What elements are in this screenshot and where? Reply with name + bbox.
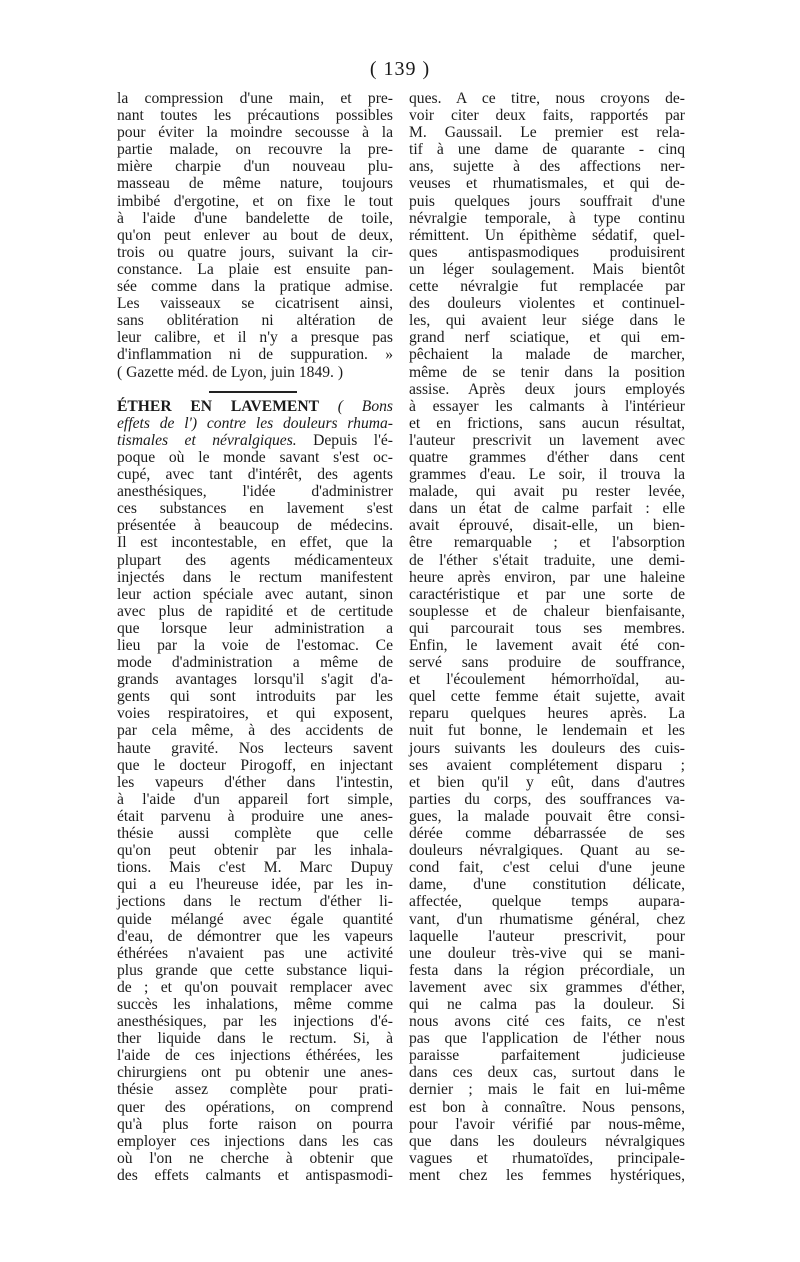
text-line: gents qui sont introduits par les bbox=[117, 688, 393, 706]
text-line: avec plus de rapidité et de certitude bbox=[117, 602, 393, 620]
text-line: grammes d'eau. Le soir, il trouva la bbox=[409, 466, 685, 484]
text-line: pas que l'application de l'éther nous bbox=[409, 1030, 685, 1048]
page-number: ( 139 ) bbox=[369, 58, 431, 80]
text-line: haute gravité. Nos lecteurs savent bbox=[117, 739, 393, 757]
text-line: souplesse et de chaleur bienfaisante, bbox=[409, 602, 685, 620]
text-line: les vapeurs d'éther dans l'intestin, bbox=[117, 773, 393, 791]
text-line: jours suivants les douleurs des cuis- bbox=[409, 739, 685, 757]
text-line: veuses et rhumatismales, et qui de- bbox=[409, 175, 685, 193]
text-line: nous avons cité ces faits, ce n'est bbox=[409, 1013, 685, 1031]
text-line: et en frictions, sans aucun résultat, bbox=[409, 414, 685, 432]
left-column bbox=[117, 90, 393, 1184]
text-line: que lorsque leur administration a bbox=[117, 619, 393, 637]
text-line: puis quelques jours souffrait d'une bbox=[409, 192, 685, 210]
text-line: avait éprouvé, disait-elle, un bien- bbox=[409, 517, 685, 535]
text-line: pêchaient la malade de marcher, bbox=[409, 346, 685, 364]
text-line: imbibé d'ergotine, et on fixe le tout bbox=[117, 192, 393, 210]
text-line: ( Gazette méd. de Lyon, juin 1849. ) bbox=[117, 363, 344, 381]
text-line: plupart des agents médicamenteux bbox=[117, 551, 393, 569]
text-line: mode d'administration a même de bbox=[117, 654, 393, 672]
text-line: d'eau, de démontrer que les vapeurs bbox=[117, 927, 393, 945]
text-line: tif à une dame de quarante - cinq bbox=[409, 141, 685, 159]
text-line: qui a eu l'heureuse idée, par les in- bbox=[117, 876, 393, 894]
text-line: thésie assez complète pour prati- bbox=[117, 1081, 393, 1099]
section-heading-tail: Depuis l'é- bbox=[296, 431, 393, 449]
text-line: anesthésiques, par les injections d'é- bbox=[117, 1013, 393, 1031]
text-line: est bon à connaître. Nous pensons, bbox=[409, 1098, 685, 1116]
text-line: masseau de même nature, toujours bbox=[117, 175, 393, 193]
text-line: lieu par la voie de l'estomac. Ce bbox=[117, 637, 393, 654]
text-line: quide mélangé avec égale quantité bbox=[117, 910, 393, 928]
text-line: une douleur très-vive qui se mani- bbox=[409, 944, 685, 962]
text-line: où l'on ne cherche à obtenir que bbox=[117, 1149, 393, 1167]
text-line: ans, sujette à des affections ner- bbox=[409, 158, 685, 176]
left-column-paragraph-1 bbox=[117, 90, 393, 381]
text-line: ces substances en lavement s'est bbox=[117, 500, 393, 518]
text-line: Enfin, le lavement avait été con- bbox=[409, 637, 685, 654]
section-heading-ital: tismales et névralgiques. bbox=[117, 431, 297, 449]
text-line: Les vaisseaux se cicatrisent ainsi, bbox=[117, 295, 393, 313]
text-line: assise. Après deux jours employés bbox=[409, 380, 685, 398]
text-line: grands avantages lorsqu'il s'agit d'a- bbox=[117, 671, 393, 689]
text-line: constance. La plaie est ensuite pan- bbox=[117, 260, 393, 278]
text-line: et bien qu'il y eût, dans d'autres bbox=[409, 773, 685, 791]
section-separator bbox=[117, 381, 393, 398]
text-line: cette névralgie fut remplacée par bbox=[409, 278, 685, 296]
text-line: dans un état de calme parfait : elle bbox=[409, 500, 685, 518]
text-line: jections dans le rectum d'éther li- bbox=[117, 893, 393, 911]
text-line: par cela même, à des accidents de bbox=[117, 722, 393, 740]
left-column-paragraph-2 bbox=[117, 449, 393, 1184]
text-line: douleurs névralgiques. Quant au se- bbox=[409, 842, 685, 860]
text-line: Il est incontestable, en effet, que la bbox=[117, 534, 393, 552]
text-line: qu'à plus forte raison on pourra bbox=[117, 1115, 393, 1133]
text-line: dans ces deux cas, surtout dans le bbox=[409, 1064, 685, 1082]
text-line: névralgie temporale, à type continu bbox=[409, 209, 685, 227]
text-line: et l'écoulement hémorrhoïdal, au- bbox=[409, 671, 685, 689]
text-line: vant, d'un rhumatisme général, chez bbox=[409, 910, 685, 928]
text-line: était parvenu à produire une anes- bbox=[117, 807, 393, 825]
text-line: être remarquable ; et l'absorption bbox=[409, 534, 685, 552]
text-line: tions. Mais c'est M. Marc Dupuy bbox=[117, 859, 393, 877]
text-line: à l'aide d'un appareil fort simple, bbox=[117, 790, 393, 808]
text-line: qui parcourait tous ses membres. bbox=[409, 619, 685, 637]
text-line: anesthésiques, l'idée d'administrer bbox=[117, 483, 393, 501]
text-line: qu'on peut enlever au bout de deux, bbox=[117, 226, 393, 244]
text-line: quer des opérations, on comprend bbox=[117, 1098, 393, 1116]
text-line: leur action spéciale avec autant, sinon bbox=[117, 585, 393, 603]
text-line: l'auteur prescrivit un lavement avec bbox=[409, 431, 685, 449]
text-line: l'aide de ces injections éthérées, les bbox=[117, 1047, 393, 1065]
text-line: grand nerf sciatique, et qui em- bbox=[409, 329, 685, 347]
text-line: paraisse parfaitement judicieuse bbox=[409, 1047, 685, 1065]
text-line: dame, d'une constitution délicate, bbox=[409, 876, 685, 894]
text-line: dernier ; mais le fait en lui-même bbox=[409, 1081, 685, 1099]
text-line: succès les inhalations, même comme bbox=[117, 995, 393, 1013]
text-line: M. Gaussail. Le premier est rela- bbox=[409, 124, 685, 142]
text-line: présentée à beaucoup de médecins. bbox=[117, 517, 393, 535]
text-line: éthérées n'avaient pas une activité bbox=[117, 944, 393, 962]
text-line: nant toutes les précautions possibles bbox=[117, 107, 393, 125]
text-line: de l'éther s'était traduite, une demi- bbox=[409, 551, 685, 569]
text-line: quatre grammes d'éther dans cent bbox=[409, 448, 685, 466]
section-heading-line-3 bbox=[117, 432, 393, 449]
section-heading-aside: ( Bons bbox=[318, 397, 393, 415]
section-heading-line-2: effets de l') contre les douleurs rhuma- bbox=[117, 414, 393, 432]
text-line: thésie aussi complète que celle bbox=[117, 825, 393, 843]
text-line: gues, la malade pouvait être consi- bbox=[409, 807, 685, 825]
text-line: des effets calmants et antispasmodi- bbox=[117, 1166, 393, 1184]
text-line: rémittent. Un épithème sédatif, quel- bbox=[409, 226, 685, 244]
text-line: qui ne calma pas la douleur. Si bbox=[409, 995, 685, 1013]
text-line: malade, qui avait pu rester levée, bbox=[409, 483, 685, 501]
text-line: poque où le monde savant s'est oc- bbox=[117, 448, 393, 466]
text-line: lavement avec six grammes d'éther, bbox=[409, 978, 685, 996]
text-line: ques. A ce titre, nous croyons de- bbox=[409, 90, 685, 107]
text-line: festa dans la région précordiale, un bbox=[409, 961, 685, 979]
text-line: affectée, quelque temps aupara- bbox=[409, 893, 685, 911]
text-line: à essayer les calmants à l'intérieur bbox=[409, 397, 685, 415]
text-line: la compression d'une main, et pre- bbox=[117, 90, 393, 107]
text-line: dérée comme débarrassée de ses bbox=[409, 825, 685, 843]
text-line: plus grande que cette substance liqui- bbox=[117, 961, 393, 979]
section-heading-line bbox=[117, 398, 393, 415]
text-line: des douleurs violentes et continuel- bbox=[409, 295, 685, 313]
text-line: que le docteur Pirogoff, en injectant bbox=[117, 756, 393, 774]
text-line: quel cette femme était sujette, avait bbox=[409, 688, 685, 706]
text-line: de ; et qu'on pouvait remplacer avec bbox=[117, 978, 393, 996]
text-line: les, qui avaient leur siége dans le bbox=[409, 312, 685, 330]
text-line: cupé, avec tant d'intérêt, des agents bbox=[117, 466, 393, 484]
text-line: qu'on peut obtenir par les inhala- bbox=[117, 842, 393, 860]
text-line: sans oblitération ni altération de bbox=[117, 312, 393, 330]
text-line: nuit fut bonne, le lendemain et les bbox=[409, 722, 685, 740]
text-line: chirurgiens ont pu obtenir une anes- bbox=[117, 1064, 393, 1082]
section-heading: ÉTHER EN LAVEMENT bbox=[117, 397, 319, 415]
text-line: d'inflammation ni de suppuration. » bbox=[117, 346, 393, 364]
text-line: parties du corps, des souffrances va- bbox=[409, 790, 685, 808]
text-line: heure après environ, par une haleine bbox=[409, 568, 685, 586]
text-line: voir citer deux faits, rapportés par bbox=[409, 107, 685, 125]
text-line: servé sans produire de souffrance, bbox=[409, 654, 685, 672]
separator-rule bbox=[209, 391, 297, 393]
text-line: même de se tenir dans la position bbox=[409, 363, 685, 381]
text-line: laquelle l'auteur prescrivit, pour bbox=[409, 927, 685, 945]
text-line: voies respiratoires, et qui exposent, bbox=[117, 705, 393, 723]
text-line: mière charpie d'un nouveau plu- bbox=[117, 158, 393, 176]
text-line: ses avaient complétement disparu ; bbox=[409, 756, 685, 774]
text-line: injectés dans le rectum manifestent bbox=[117, 568, 393, 586]
text-line: trois ou quatre jours, suivant la cir- bbox=[117, 243, 393, 261]
text-line: à l'aide d'une bandelette de toile, bbox=[117, 209, 393, 227]
text-line: que dans les douleurs névralgiques bbox=[409, 1132, 685, 1150]
text-line: pour l'avoir vérifié par nous-même, bbox=[409, 1115, 685, 1133]
right-column-paragraph bbox=[409, 90, 685, 1184]
text-line: pour éviter la moindre secousse à la bbox=[117, 124, 393, 142]
text-line: un léger soulagement. Mais bientôt bbox=[409, 260, 685, 278]
text-line: ment chez les femmes hystériques, bbox=[409, 1166, 685, 1184]
text-line: cond fait, c'est celui d'une jeune bbox=[409, 859, 685, 877]
text-line: ther liquide dans le rectum. Si, à bbox=[117, 1030, 393, 1048]
right-column bbox=[409, 90, 685, 1184]
text-line: caractéristique et par une sorte de bbox=[409, 585, 685, 603]
text-line: sée comme dans la pratique admise. bbox=[117, 278, 393, 296]
text-line: partie malade, on recouvre la pre- bbox=[117, 141, 393, 159]
text-line: employer ces injections dans les cas bbox=[117, 1132, 393, 1150]
text-line: leur calibre, et il n'y a presque pas bbox=[117, 329, 393, 347]
text-line: vagues et rhumatoïdes, principale- bbox=[409, 1149, 685, 1167]
text-line: ques antispasmodiques produisirent bbox=[409, 243, 685, 261]
text-line: reparu quelques heures après. La bbox=[409, 705, 685, 723]
